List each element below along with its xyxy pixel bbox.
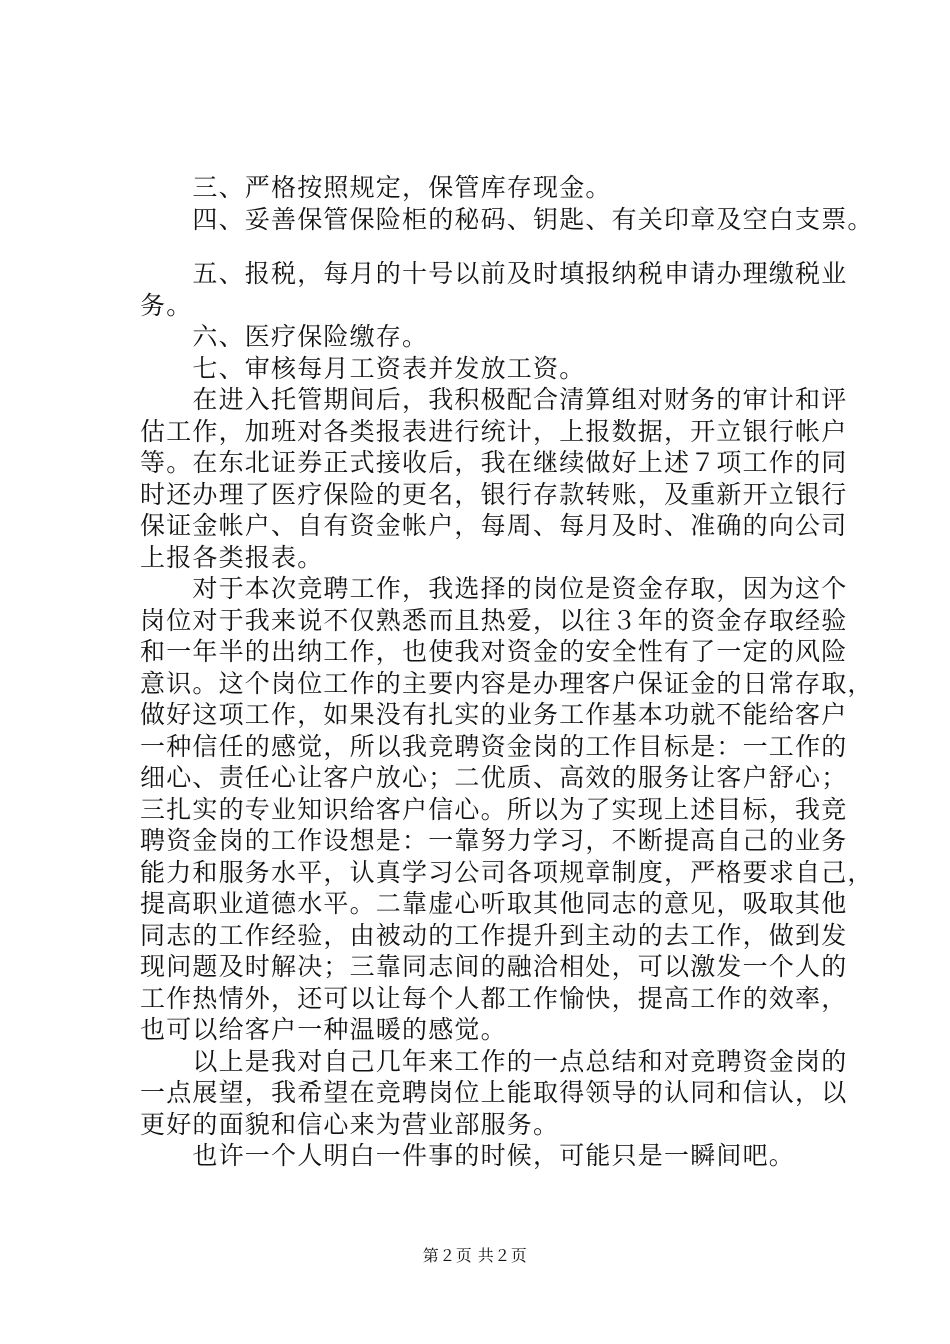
paragraph-line: 聘资金岗的工作设想是：一靠努力学习，不断提高自己的业务 — [140, 826, 848, 855]
paragraph-line: 务。 — [140, 290, 193, 320]
paragraph-line: 和一年半的出纳工作，也使我对资金的安全性有了一定的风险 — [140, 637, 848, 666]
paragraph-line: 做好这项工作，如果没有扎实的业务工作基本功就不能给客户 — [140, 700, 848, 729]
blank-line — [140, 235, 840, 258]
paragraph-line: 以上是我对自己几年来工作的一点总结和对竞聘资金岗的 — [140, 1046, 848, 1076]
paragraph-line: 同志的工作经验，由被动的工作提升到主动的去工作，做到发 — [140, 920, 848, 950]
paragraph-line: 意识。这个岗位工作的主要内容是办理客户保证金的日常存取， — [140, 668, 874, 698]
paragraph-line: 也可以给客户一种温暖的感觉。 — [140, 1015, 507, 1044]
paragraph-line: 时还办理了医疗保险的更名，银行存款转账，及重新开立银行 — [140, 479, 848, 509]
paragraph-line: 五、报税，每月的十号以前及时填报纳税申请办理缴税业 — [140, 259, 848, 288]
paragraph-line: 能力和服务水平，认真学习公司各项规章制度，严格要求自己， — [140, 857, 874, 887]
paragraph-line: 现问题及时解决；三靠同志间的融洽相处，可以激发一个人的 — [140, 952, 848, 981]
paragraph-line: 工作热情外，还可以让每个人都工作愉快，提高工作的效率， — [140, 983, 848, 1013]
paragraph-line: 对于本次竞聘工作，我选择的岗位是资金存取，因为这个 — [140, 574, 848, 603]
document-body — [140, 172, 874, 1172]
paragraph-line: 也许一个人明白一件事的时候，可能只是一瞬间吧。 — [140, 1141, 796, 1170]
paragraph-line: 一点展望，我希望在竞聘岗位上能取得领导的认同和信认，以 — [140, 1078, 848, 1107]
paragraph-line: 岗位对于我来说不仅熟悉而且热爱，以往３年的资金存取经验 — [140, 605, 848, 635]
paragraph-line: 一种信任的感觉，所以我竞聘资金岗的工作目标是：一工作的 — [140, 731, 848, 761]
page-number-footer: 第２页 共２页 — [422, 1246, 528, 1265]
paragraph-line: 上报各类报表。 — [140, 542, 324, 572]
paragraph-line: 在进入托管期间后，我积极配合清算组对财务的审计和评 — [140, 385, 848, 414]
paragraph-line: 提高职业道德水平。二靠虚心听取其他同志的意见，吸取其他 — [140, 889, 848, 918]
paragraph-line: 细心、责任心让客户放心；二优质、高效的服务让客户舒心； — [140, 763, 848, 792]
paragraph-line: 保证金帐户、自有资金帐户，每周、每月及时、准确的向公司 — [140, 511, 848, 540]
paragraph-line: 三、严格按照规定，保管库存现金。 — [140, 173, 612, 202]
paragraph-line: 七、审核每月工资表并发放工资。 — [140, 353, 586, 383]
paragraph-line: 等。在东北证券正式接收后，我在继续做好上述７项工作的同 — [140, 448, 848, 477]
paragraph-line: 三扎实的专业知识给客户信心。所以为了实现上述目标，我竞 — [140, 794, 848, 824]
paragraph-line: 六、医疗保险缴存。 — [140, 322, 429, 351]
paragraph-line: 估工作，加班对各类报表进行统计，上报数据，开立银行帐户 — [140, 416, 848, 446]
paragraph-line: 更好的面貌和信心来为营业部服务。 — [140, 1109, 560, 1139]
paragraph-line: 四、妥善保管保险柜的秘码、钥匙、有关印章及空白支票。 — [140, 204, 874, 234]
